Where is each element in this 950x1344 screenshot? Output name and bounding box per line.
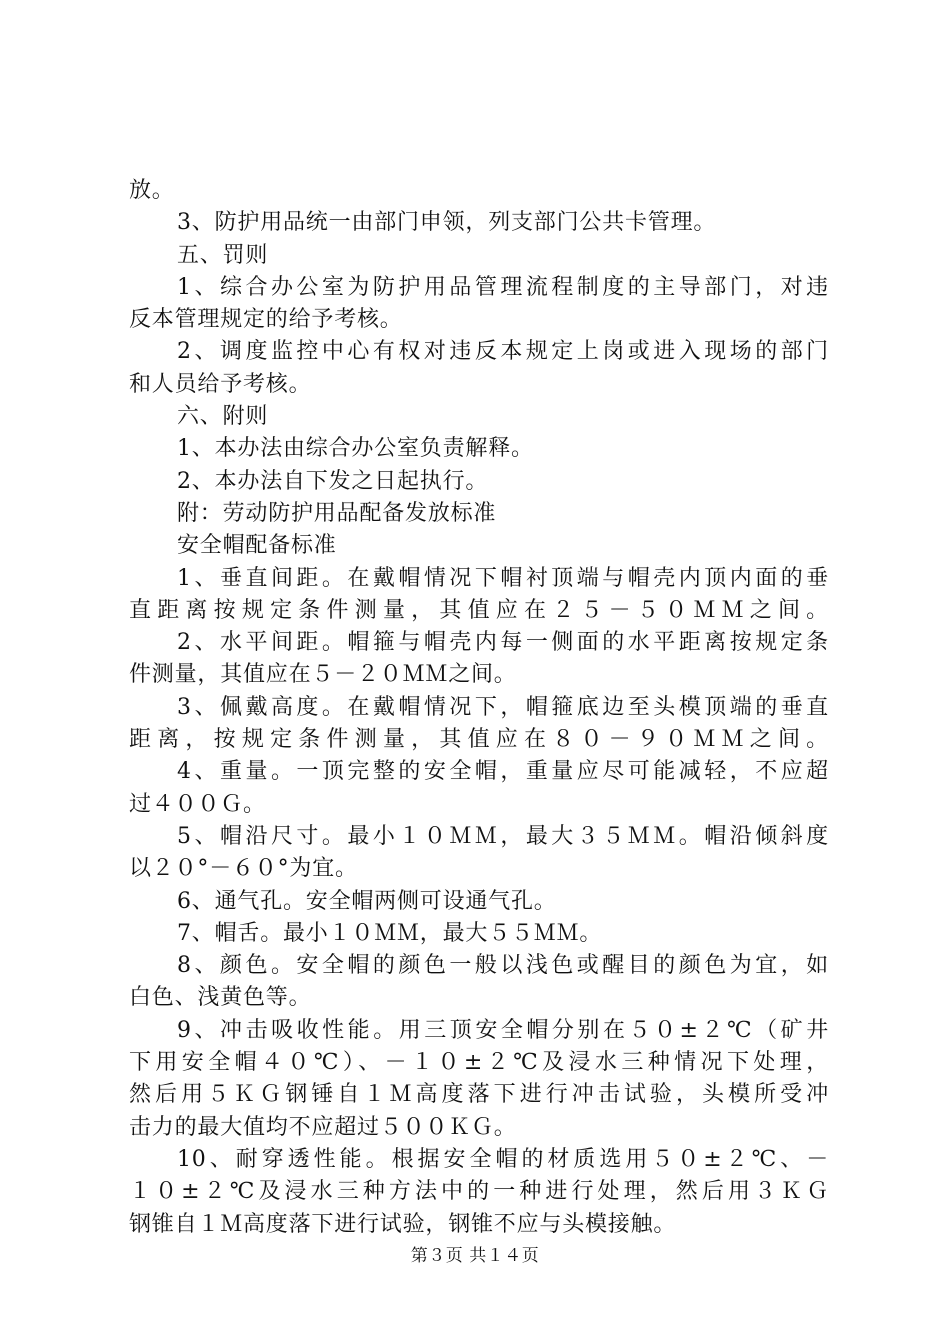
text-line: 下用安全帽４０℃）、－１０±２℃及浸水三种情况下处理， [129, 1050, 829, 1076]
text-line: 然后用５ＫＧ钢锤自１Ｍ高度落下进行冲击试验，头模所受冲 [129, 1082, 829, 1108]
text-line: 6、通气孔。安全帽两侧可设通气孔。 [177, 888, 557, 914]
text-line: 反本管理规定的给予考核。 [129, 307, 403, 333]
text-line: 2、水平间距。帽箍与帽壳内每一侧面的水平距离按规定条 [177, 630, 829, 656]
text-line: 件测量，其值应在５－２０ＭＭ之间。 [129, 662, 517, 688]
text-line: 5、帽沿尺寸。最小１０ＭＭ，最大３５ＭＭ。帽沿倾斜度 [177, 823, 829, 849]
page-footer: 第３页 共１４页 [410, 1246, 540, 1266]
text-line: 9、冲击吸收性能。用三顶安全帽分别在５０±２℃（矿井 [177, 1017, 829, 1043]
text-line: 放。 [129, 178, 175, 203]
text-line: 3、防护用品统一由部门申领，列支部门公共卡管理。 [177, 210, 717, 236]
text-line: 1、本办法由综合办公室负责解释。 [177, 436, 534, 462]
text-line: 过４００Ｇ。 [129, 791, 266, 817]
text-line: 10、耐穿透性能。根据安全帽的材质选用５０±２℃、－ [177, 1146, 829, 1172]
text-line: 钢锥自１Ｍ高度落下进行试验，钢锥不应与头模接触。 [129, 1211, 677, 1237]
text-line: 2、本办法自下发之日起执行。 [177, 468, 489, 494]
text-line: 4、重量。一顶完整的安全帽，重量应尽可能减轻，不应超 [177, 759, 829, 785]
text-line: 白色、浅黄色等。 [129, 985, 312, 1011]
text-line: 3、佩戴高度。在戴帽情况下，帽箍底边至头模顶端的垂直 [177, 694, 829, 720]
text-line: 1、综合办公室为防护用品管理流程制度的主导部门，对违 [177, 274, 829, 300]
text-line: 直距离按规定条件测量，其值应在２５－５０ＭＭ之间。 [129, 597, 829, 623]
text-line: 2、调度监控中心有权对违反本规定上岗或进入现场的部门 [177, 339, 829, 365]
text-line: 五、罚则 [177, 242, 269, 268]
text-line: 六、附则 [177, 404, 269, 430]
text-line: 安全帽配备标准 [177, 533, 337, 559]
text-line: １０±２℃及浸水三种方法中的一种进行处理，然后用３ＫＧ [129, 1179, 829, 1205]
text-line: 7、帽舌。最小１０ＭＭ，最大５５ＭＭ。 [177, 920, 603, 946]
text-line: 1、垂直间距。在戴帽情况下帽衬顶端与帽壳内顶内面的垂 [177, 565, 829, 591]
text-line: 附：劳动防护用品配备发放标准 [177, 500, 497, 526]
text-line: 距离，按规定条件测量，其值应在８０－９０ＭＭ之间。 [129, 727, 829, 753]
text-line: 和人员给予考核。 [129, 371, 312, 397]
text-line: 8、颜色。安全帽的颜色一般以浅色或醒目的颜色为宜，如 [177, 953, 829, 979]
text-line: 以２０°－６０°为宜。 [129, 856, 358, 882]
document-body [129, 175, 829, 1241]
text-line: 击力的最大值均不应超过５００ＫＧ。 [129, 1114, 517, 1140]
